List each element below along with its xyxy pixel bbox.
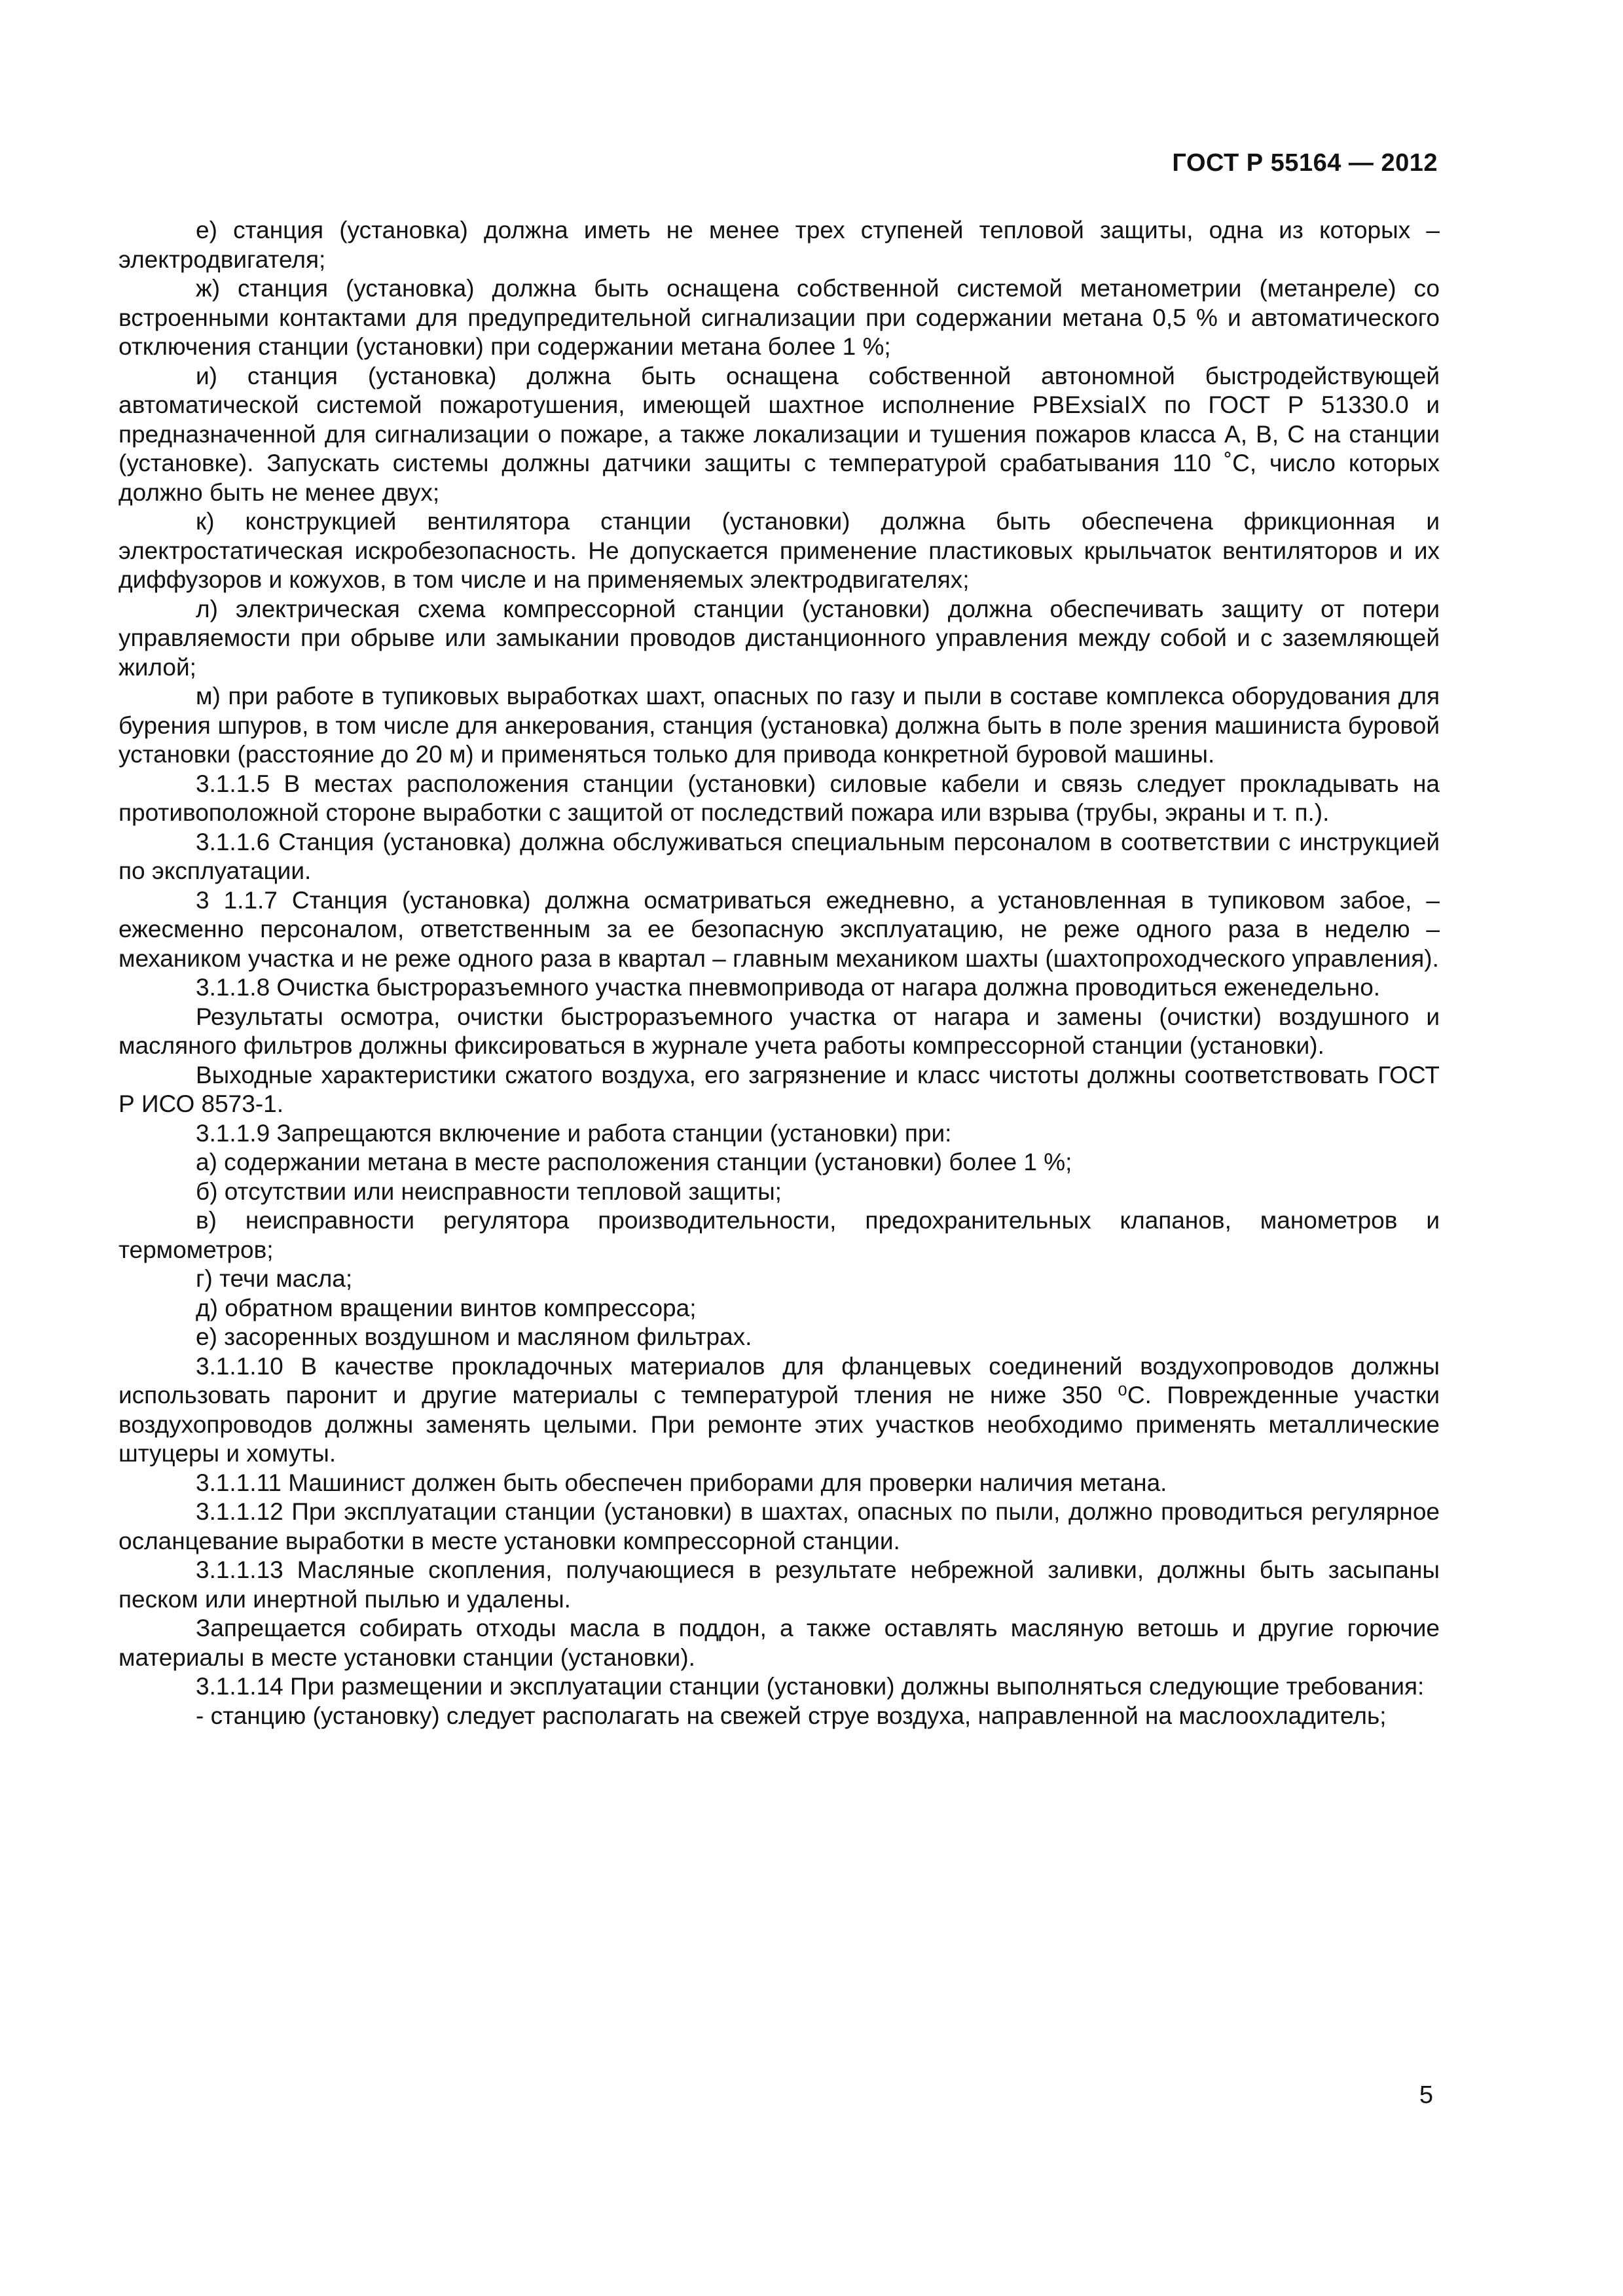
paragraph-3-1-1-5: 3.1.1.5 В местах расположения станции (установки) силовые кабели и связь следует прокладывать на противоположной стороне выработки с защитой от последствий пожара или взрыва (трубы, экраны и т. п.). [119, 770, 1440, 826]
paragraph-3-1-1-7: 3 1.1.7 Станция (установка) должна осматриваться ежедневно, а установленная в тупиковом забое, – ежесменно персоналом, ответственным за ее безопасную эксплуатацию, не реже одного раза в неделю – механиком участка и не реже одного раза в квартал – главным механиком шахты (шахтопроходческого управления). [119, 886, 1440, 972]
list-item-g: г) течи масла; [196, 1265, 353, 1292]
page-number: 5 [1419, 2081, 1433, 2109]
list-item-d: д) обратном вращении винтов компрессора; [196, 1294, 697, 1321]
list-item-b: б) отсутствии или неисправности тепловой защиты; [196, 1177, 782, 1205]
paragraph-3-1-1-14: 3.1.1.14 При размещении и эксплуатации станции (установки) должны выполняться следующие требования: [196, 1673, 1425, 1700]
paragraph-3-1-1-11: 3.1.1.11 Машинист должен быть обеспечен приборами для проверки наличия метана. [196, 1469, 1167, 1496]
paragraph-oil-waste: Запрещается собирать отходы масла в поддон, а также оставлять масляную ветошь и другие горючие материалы в месте установки станции (установки). [119, 1615, 1440, 1671]
paragraph-3-1-1-13: 3.1.1.13 Масляные скопления, получающиеся в результате небрежной заливки, должны быть засыпаны песком или инертной пылью и удалены. [119, 1556, 1440, 1613]
paragraph-item-zh: ж) станция (установка) должна быть оснащена собственной системой метанометрии (метанреле) со встроенными контактами для предупредительной сигнализации при содержании метана 0,5 % и автоматического отключения станции (установки) при содержании метана более 1 %; [119, 275, 1440, 360]
paragraph-item-m: м) при работе в тупиковых выработках шахт, опасных по газу и пыли в составе комплекса оборудования для бурения шпуров, в том числе для анкерования, станция (установка) должна быть в поле зрения машиниста буровой установки (расстояние до 20 м) и применяться только для привода конкретной буровой машины. [119, 683, 1440, 768]
document-body [119, 216, 1440, 1731]
paragraph-item-k: к) конструкцией вентилятора станции (установки) должна быть обеспечена фрикционная и электростатическая искробезопасность. Не допускается применение пластиковых крыльчаток вентиляторов и их диффузоров и кожухов, в том числе и на применяемых электродвигателях; [119, 508, 1440, 593]
list-item-dash: - станцию (установку) следует располагать на свежей струе воздуха, направленной на маслоохладитель; [196, 1702, 1387, 1729]
list-item-e: е) засоренных воздушном и масляном фильтрах. [196, 1323, 752, 1350]
document-code-header: ГОСТ Р 55164 — 2012 [1172, 149, 1438, 177]
paragraph-item-l: л) электрическая схема компрессорной станции (установки) должна обеспечивать защиту от потери управляемости при обрыве или замыкании проводов дистанционного управления между собой и с заземляющей жилой; [119, 595, 1440, 681]
paragraph-3-1-1-8: 3.1.1.8 Очистка быстроразъемного участка пневмопривода от нагара должна проводиться еженедельно. [196, 974, 1381, 1001]
paragraph-3-1-1-6: 3.1.1.6 Станция (установка) должна обслуживаться специальным персоналом в соответствии с инструкцией по эксплуатации. [119, 828, 1440, 884]
paragraph-item-e: е) станция (установка) должна иметь не менее трех ступеней тепловой защиты, одна из которых – электродвигателя; [119, 217, 1440, 273]
list-item-a: а) содержании метана в месте расположения станции (установки) более 1 %; [196, 1149, 1072, 1175]
paragraph-item-i: и) станция (установка) должна быть оснащена собственной автономной быстродействующей автоматической системой пожаротушения, имеющей шахтное исполнение PBExsiaIX по ГОСТ Р 51330.0 и предназначенной для сигнализации о пожаре, а также локализации и тушения пожаров класса А, В, С на станции (установке). Запускать системы должны датчики защиты с температурой срабатывания 110 ˚С, число которых должно быть не менее двух; [119, 362, 1440, 506]
paragraph-inspection-results: Результаты осмотра, очистки быстроразъемного участка от нагара и замены (очистки) воздушного и масляного фильтров должны фиксироваться в журнале учета работы компрессорной станции (установки). [119, 1003, 1440, 1059]
paragraph-3-1-1-10: 3.1.1.10 В качестве прокладочных материалов для фланцевых соединений воздухопроводов должны использовать паронит и другие материалы с температурой тления не ниже 350 ⁰С. Поврежденные участки воздухопроводов должны заменять целыми. При ремонте этих участков необходимо применять металлические штуцеры и хомуты. [119, 1352, 1440, 1467]
list-item-v: в) неисправности регулятора производительности, предохранительных клапанов, манометров и термометров; [119, 1207, 1440, 1263]
paragraph-3-1-1-12: 3.1.1.12 При эксплуатации станции (установки) в шахтах, опасных по пыли, должно проводиться регулярное осланцевание выработки в месте установки компрессорной станции. [119, 1498, 1440, 1554]
paragraph-3-1-1-9: 3.1.1.9 Запрещаются включение и работа станции (установки) при: [196, 1119, 952, 1147]
paragraph-air-characteristics: Выходные характеристики сжатого воздуха, его загрязнение и класс чистоты должны соответствовать ГОСТ Р ИСО 8573-1. [119, 1061, 1440, 1117]
